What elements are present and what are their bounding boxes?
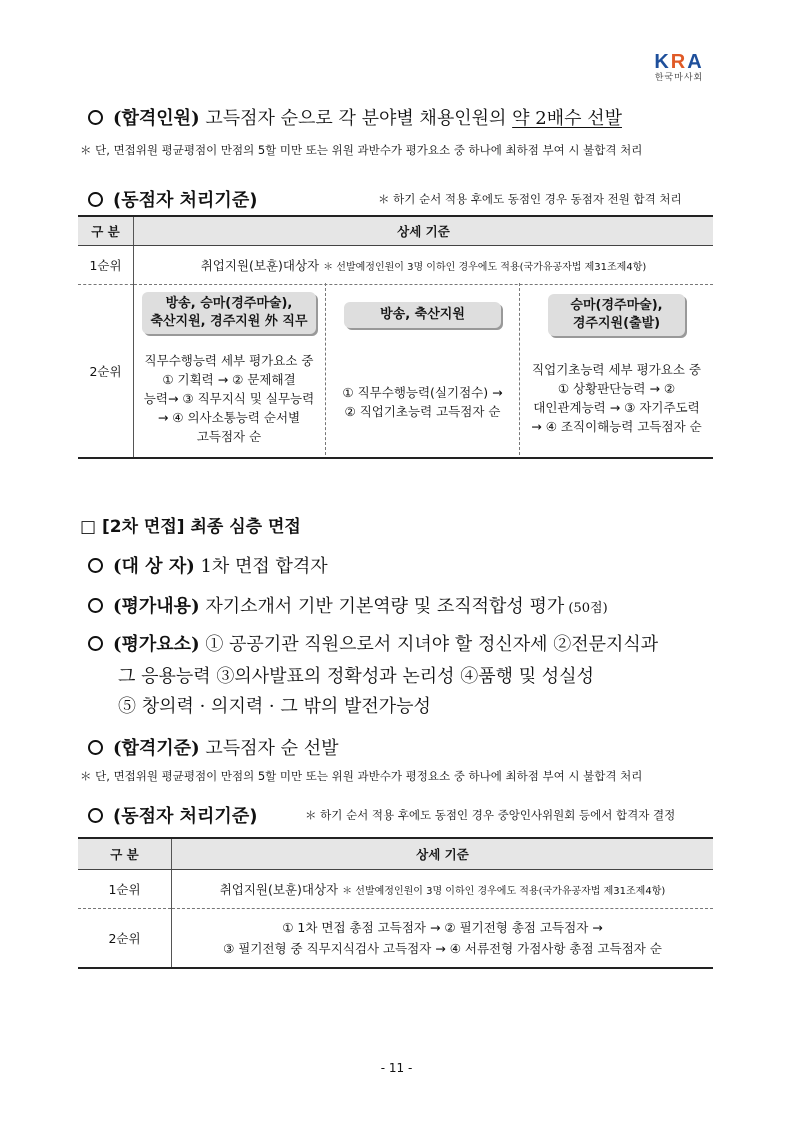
elements-line-1: (평가요소) ① 공공기관 직원으로서 지녀야 할 정신자세 ②전문지식과 (88, 630, 658, 656)
circle-bullet-icon (88, 808, 103, 823)
header-detail: 상세 기준 (172, 838, 714, 870)
pass-count-line: (합격인원) 고득점자 순으로 각 분야별 채용인원의 약 2배수 선발 (88, 104, 622, 130)
criteria-line: (합격기준) 고득점자 순 선발 (88, 734, 338, 760)
tie-rule-heading-1: (동점자 처리기준) (88, 186, 257, 212)
rank-2-cell: 2순위 (78, 285, 134, 459)
logo-name: 한국마사회 (654, 73, 704, 83)
elements-line-2: 그 응용능력 ③의사발표의 정확성과 논리성 ④품행 및 성실성 (118, 666, 594, 687)
rank-2-detail: ① 1차 면접 총점 고득점자 → ② 필기전형 총점 고득점자 → ③ 필기전형 중 직무지식검사 고득점자 → ④ 서류전형 가점사항 총점 고득점자 순 (172, 909, 714, 969)
header-rank: 구 분 (78, 838, 172, 870)
circle-bullet-icon (88, 192, 103, 207)
col2-criteria: ① 직무수행능력(실기점수) → ② 직업기초능력 고득점자 순 (342, 385, 503, 419)
circle-bullet-icon (88, 558, 103, 573)
tie-rule-note-2: ＊ 하기 순서 적용 후에도 동점인 경우 중앙인사위원회 등에서 합격자 결정 (305, 808, 676, 822)
rank-2-cell: 2순위 (78, 909, 172, 969)
rank-1-cell: 1순위 (78, 246, 134, 285)
job-group-pill: 방송, 축산지원 (344, 302, 501, 328)
kra-logo (633, 52, 725, 84)
tie-rule-table-2 (78, 837, 713, 969)
page-number: - 11 - (380, 1061, 413, 1075)
job-group-pill: 방송, 승마(경주마술), 축산지원, 경주지원 外 직무 (142, 292, 315, 334)
job-group-pill: 승마(경주마술), 경주지원(출발) (548, 294, 684, 336)
circle-bullet-icon (88, 636, 103, 651)
header-rank: 구 분 (78, 216, 134, 246)
table-header-row (78, 216, 713, 246)
table-row (78, 246, 713, 285)
circle-bullet-icon (88, 110, 103, 125)
tie-rule-heading-2: (동점자 처리기준) (88, 802, 257, 828)
col3-title (520, 294, 713, 336)
logo-mark: KRA (654, 51, 704, 73)
table-row (78, 870, 713, 909)
rank-1-cell: 1순위 (78, 870, 172, 909)
header-detail: 상세 기준 (134, 216, 714, 246)
circle-bullet-icon (88, 740, 103, 755)
rank-1-detail: 취업지원(보훈)대상자 ＊ 선발예정인원이 3명 이하인 경우에도 적용(국가유공자법 제31조제4항) (172, 870, 714, 909)
table-header-row (78, 838, 713, 870)
elements-line-3: ⑤ 창의력 · 의지력 · 그 밖의 발전가능성 (118, 696, 431, 717)
criteria-note: ＊ 단, 면접위원 평균평점이 만점의 5할 미만 또는 위원 과반수가 평정요소 중 하나에 최하점 부여 시 불합격 처리 (80, 769, 643, 783)
table-row (78, 909, 713, 969)
tie-rule-note-1: ＊ 하기 순서 적용 후에도 동점인 경우 동점자 전원 합격 처리 (378, 192, 682, 206)
rank-1-detail: 취업지원(보훈)대상자 ＊ 선발예정인원이 3명 이하인 경우에도 적용(국가유공자법 제31조제4항) (134, 246, 714, 285)
circle-bullet-icon (88, 598, 103, 613)
pass-count-note: ＊ 단, 면접위원 평균평점이 만점의 5할 미만 또는 위원 과반수가 평가요소 중 하나에 최하점 부여 시 불합격 처리 (80, 143, 643, 157)
target-line: (대 상 자) 1차 면접 합격자 (88, 552, 328, 578)
col1-title (134, 292, 324, 334)
col2-title (326, 302, 519, 328)
content-line: (평가내용) 자기소개서 기반 기본역량 및 조직적합성 평가 (50점) (88, 592, 608, 618)
section-2-title: □ [2차 면접] 최종 심층 면접 (80, 517, 301, 537)
col3-criteria: 직업기초능력 세부 평가요소 중 ① 상황판단능력 → ② 대인관계능력 → ③ 자기주도력 → ④ 조직이해능력 고득점자 순 (531, 362, 702, 434)
col1-criteria: 직무수행능력 세부 평가요소 중 ① 기획력 → ② 문제해결 능력→ ③ 직무지식 및 실무능력 → ④ 의사소통능력 순서별 고득점자 순 (143, 353, 315, 444)
